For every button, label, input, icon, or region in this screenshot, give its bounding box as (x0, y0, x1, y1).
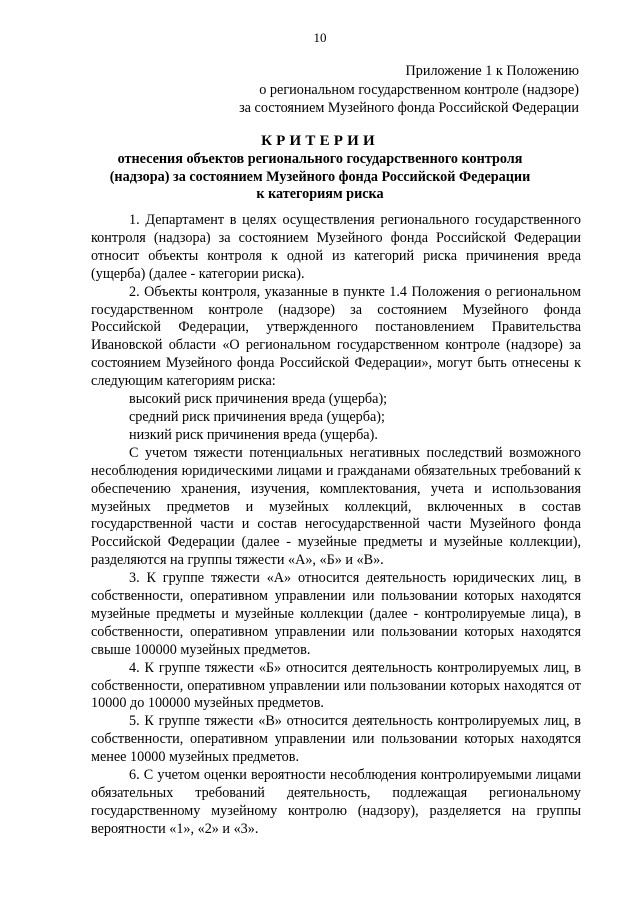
appendix-line: Приложение 1 к Положению (405, 63, 579, 79)
paragraph-5: 5. К группе тяжести «В» относится деятельность контролируемых лиц, в собственности, оперативном управлении или пользовании которых находятся менее 10000 музейных предметов. (91, 713, 581, 766)
risk-category-medium: средний риск причинения вреда (ущерба); (129, 408, 385, 425)
title-main: КРИТЕРИИ (261, 133, 379, 149)
document-body (91, 212, 581, 839)
appendix-line: о региональном государственном контроле (надзоре) (259, 81, 579, 98)
paragraph-1: 1. Департамент в целях осуществления регионального государственного контроля (надзора) за состоянием Музейного фонда Российской Федерации относит объекты контроля к одной из категорий риска причинения вреда (ущерба) (далее - категории риска). (91, 212, 581, 282)
paragraph-6: 6. С учетом оценки вероятности несоблюдения контролируемыми лицами обязательных требований деятельность, подлежащая региональному государственному музейному контролю (надзору), разделяется на группы вероятности «1», «2» и «3». (91, 767, 581, 837)
paragraph-3: 3. К группе тяжести «А» относится деятельность юридических лиц, в собственности, оперативном управлении или пользовании которых находятся музейные предметы и музейные коллекции (далее - контролируемые лица), в собственности, оперативном управлении или пользовании которых находятся свыше 100000 музейных предметов. (91, 570, 581, 658)
risk-category-low: низкий риск причинения вреда (ущерба). (129, 426, 378, 443)
title-subtitle-line: отнесения объектов регионального государственного контроля (117, 151, 523, 167)
title-subtitle-line: к категориям риска (256, 186, 384, 202)
paragraph-severity-groups: С учетом тяжести потенциальных негативных последствий возможного несоблюдения юридическими лицами и гражданами обязательных требований к обеспечению хранения, изучения, комплектования, учета и использования музейных предметов и музейных коллекций, включенных в состав государственной части и состав негосударственной части Музейного фонда Российской Федерации (далее - музейные предметы и музейные коллекции), разделяются на группы тяжести «А», «Б» и «В». (91, 444, 581, 569)
paragraph-4: 4. К группе тяжести «Б» относится деятельность контролируемых лиц, в собственности, оперативном управлении или пользовании которых находятся от 10000 до 100000 музейных предметов. (91, 659, 581, 712)
appendix-reference (239, 62, 579, 118)
title-subtitle-line: (надзора) за состоянием Музейного фонда Российской Федерации (109, 168, 531, 185)
page-number: 10 (313, 30, 327, 45)
appendix-line: за состоянием Музейного фонда Российской Федерации (239, 100, 579, 116)
paragraph-2: 2. Объекты контроля, указанные в пункте 1.4 Положения о региональном государственном контроле (надзоре) за состоянием Музейного фонда Российской Федерации, утвержденного постановлением Правительства Ивановской области «О региональном государственном контроле (надзоре) за состоянием Музейного фонда Российской Федерации», могут быть отнесены к следующим категориям риска: (91, 283, 581, 390)
document-title (0, 131, 640, 204)
risk-category-high: высокий риск причинения вреда (ущерба); (129, 391, 388, 408)
